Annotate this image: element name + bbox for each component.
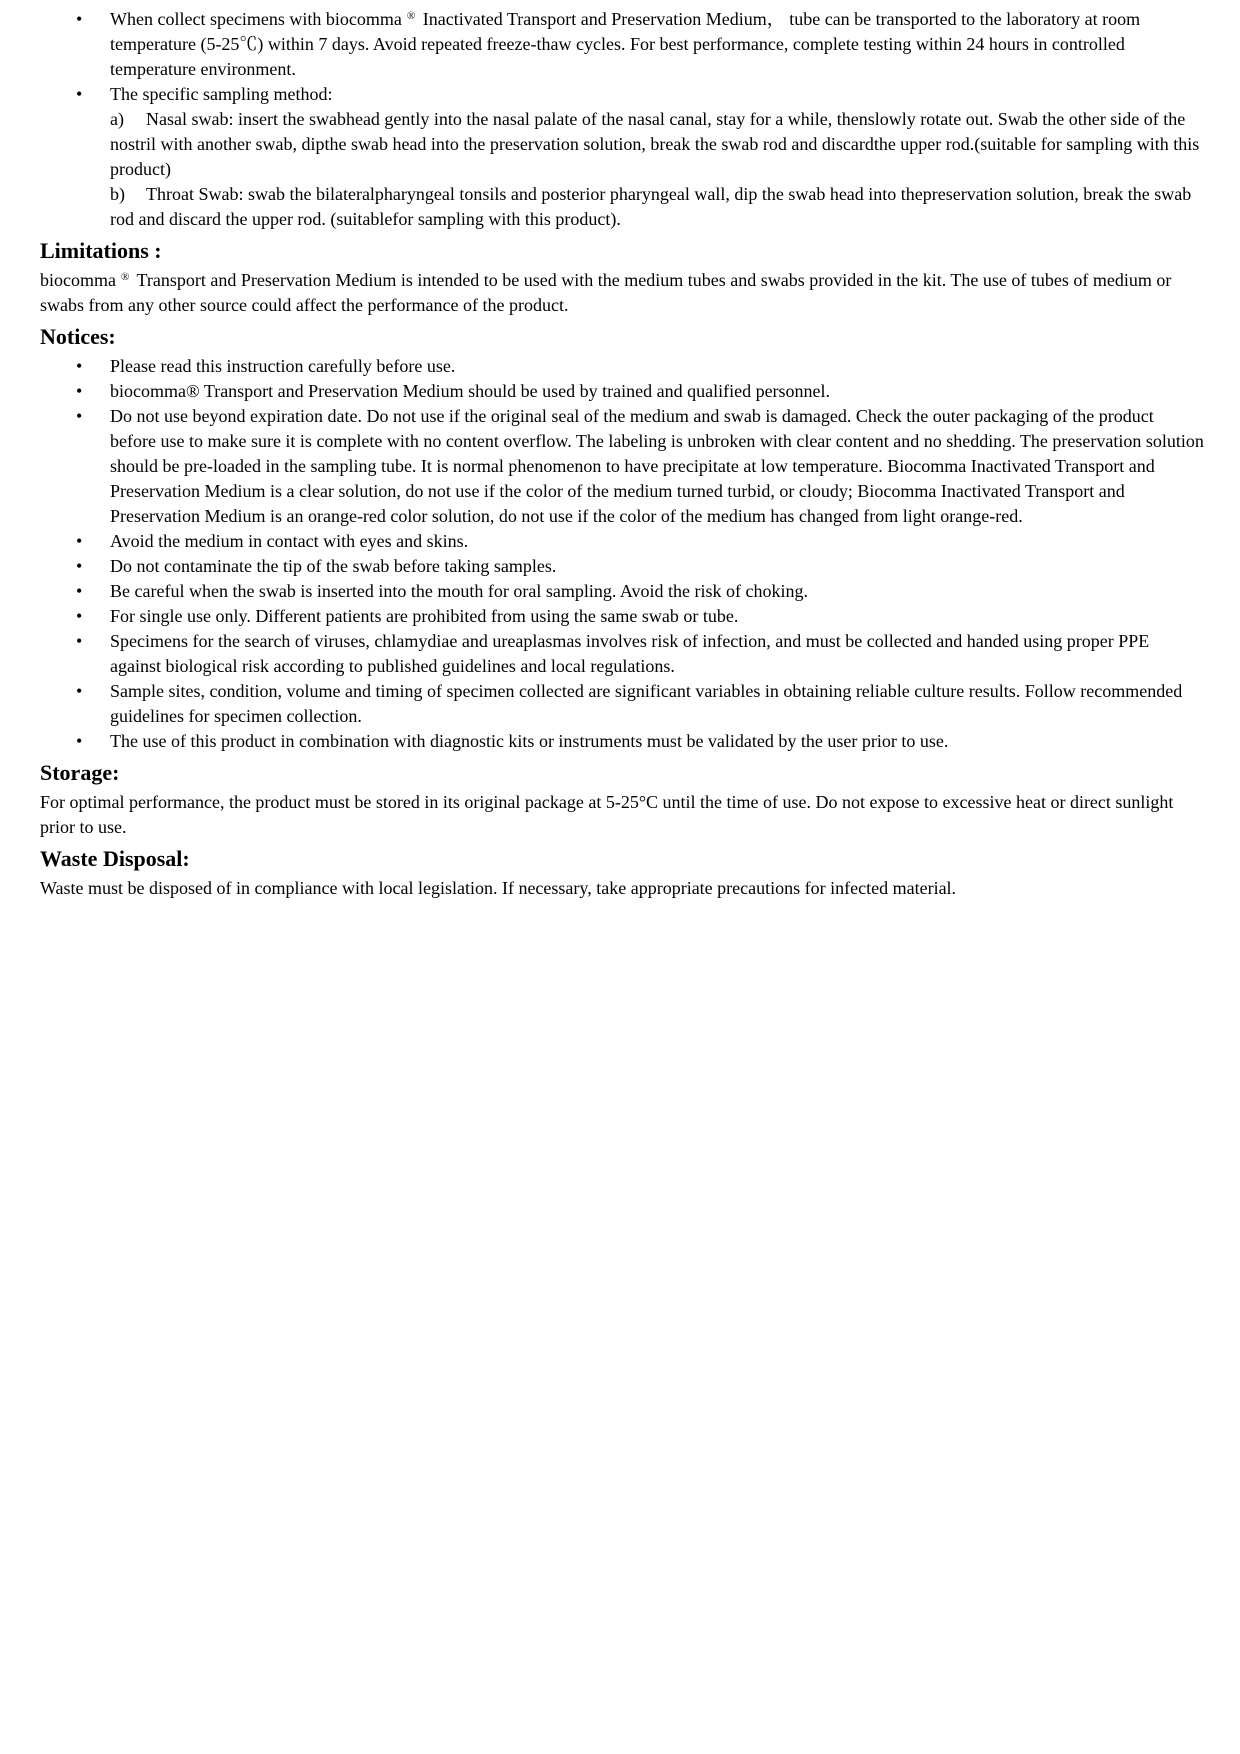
limitations-text-pre: biocomma	[40, 270, 116, 290]
registered-trademark-symbol: ®	[406, 10, 416, 22]
section-heading-waste-disposal: Waste Disposal:	[40, 846, 190, 871]
limitations-paragraph	[40, 268, 1204, 318]
bullet-text-post: Inactivated Transport and Preservation Medium， tube can be transported to the laboratory at room temperature (5-25℃) within 7 days. Avoid repeated freeze-thaw cycles. For best performance, complete testing within 24 hours in controlled temperature environment.	[110, 9, 1141, 79]
sampling-method-throat	[110, 182, 1204, 232]
intro-bullet-list	[40, 7, 1204, 232]
waste-disposal-paragraph: Waste must be disposed of in compliance with local legislation. If necessary, take appropriate precautions for infected material.	[40, 878, 957, 898]
section-heading-storage: Storage:	[40, 760, 120, 785]
intro-bullet-transport	[40, 7, 1204, 82]
notice-item: • Avoid the medium in contact with eyes and skins.	[40, 529, 1204, 554]
notices-bullet-list	[40, 354, 1204, 754]
notice-item: • Do not contaminate the tip of the swab before taking samples.	[40, 554, 1204, 579]
registered-trademark-symbol: ®	[120, 271, 130, 283]
notice-item: • Please read this instruction carefully before use.	[40, 354, 1204, 379]
notice-item: • Sample sites, condition, volume and timing of specimen collected are significant variables in obtaining reliable culture results. Follow recommended guidelines for specimen collection.	[40, 679, 1204, 729]
method-text-throat: Throat Swab: swab the bilateralpharyngeal tonsils and posterior pharyngeal wall, dip the swab head into thepreservation solution, break the swab rod and discard the upper rod. (suitablefor sampling with this product).	[110, 184, 1192, 229]
sampling-method-nasal	[110, 107, 1204, 182]
notice-item: • Specimens for the search of viruses, chlamydiae and ureaplasmas involves risk of infection, and must be collected and handed using proper PPE against biological risk according to published guidelines and local regulations.	[40, 629, 1204, 679]
notice-item: • For single use only. Different patients are prohibited from using the same swab or tube.	[40, 604, 1204, 629]
method-text-nasal: Nasal swab: insert the swabhead gently into the nasal palate of the nasal canal, stay for a while, thenslowly rotate out. Swab the other side of the nostril with another swab, dipthe swab head into the preservation solution, break the swab rod and discardthe upper rod.(suitable for sampling with this product)	[110, 109, 1200, 179]
bullet-text-pre: When collect specimens with biocomma	[110, 9, 402, 29]
intro-bullet-sampling-method	[40, 82, 1204, 232]
notice-item: • Do not use beyond expiration date. Do not use if the original seal of the medium and swab is damaged. Check the outer packaging of the product before use to make sure it is complete with no content overflow. The labeling is unbroken with clear content and no shedding. The preservation solution should be pre-loaded in the sampling tube. It is normal phenomenon to have precipitate at low temperature. Biocomma Inactivated Transport and Preservation Medium is a clear solution, do not use if the color of the medium turned turbid, or cloudy; Biocomma Inactivated Transport and Preservation Medium is an orange-red color solution, do not use if the color of the medium has changed from light orange-red.	[40, 404, 1204, 529]
section-heading-notices: Notices:	[40, 324, 116, 349]
method-marker-b: b)	[110, 184, 125, 204]
limitations-text-post: Transport and Preservation Medium is intended to be used with the medium tubes and swabs provided in the kit. The use of tubes of medium or swabs from any other source could affect the performance of the product.	[40, 270, 1172, 315]
method-marker-a: a)	[110, 109, 124, 129]
section-heading-limitations: Limitations :	[40, 238, 162, 263]
notice-item: • biocomma® Transport and Preservation Medium should be used by trained and qualified personnel.	[40, 379, 1204, 404]
notice-item: • Be careful when the swab is inserted into the mouth for oral sampling. Avoid the risk of choking.	[40, 579, 1204, 604]
notice-item: • The use of this product in combination with diagnostic kits or instruments must be validated by the user prior to use.	[40, 729, 1204, 754]
storage-paragraph: For optimal performance, the product must be stored in its original package at 5-25°C until the time of use. Do not expose to excessive heat or direct sunlight prior to use.	[40, 792, 1174, 837]
sampling-method-label: • The specific sampling method:	[110, 84, 333, 104]
